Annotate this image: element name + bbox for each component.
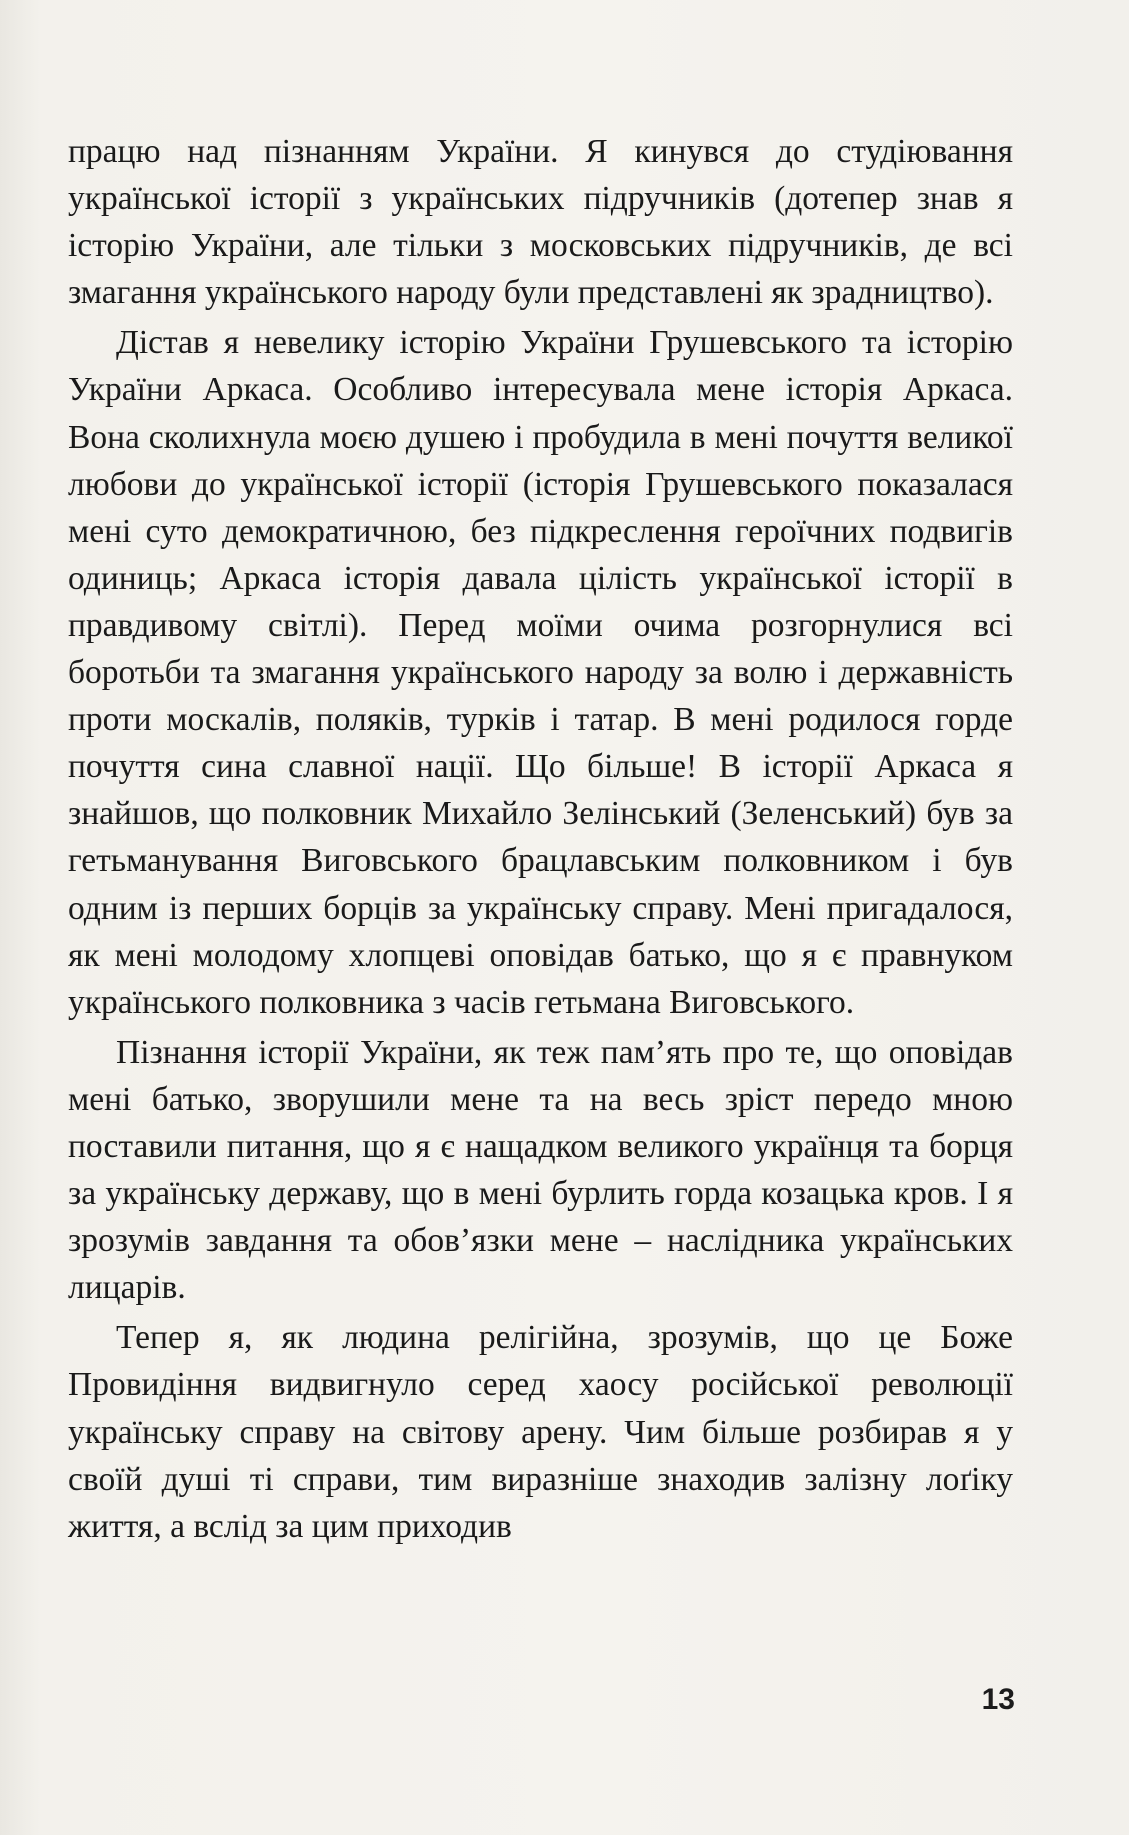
paragraph-2: Дістав я невелику історію України Грушевського та історію України Аркаса. Особливо інтересувала мене історія Аркаса. Вона сколихнула моєю душею і пробудила в мені почуття великої любови до української історії (історія Грушевського показалася мені суто демократичною, без підкреслення героїчних подвигів одиниць; Аркаса історія давала цілість української історії в правдивому світлі). Перед моїми очима розгорнулися всі боротьби та змагання українського народу за волю і державність проти москалів, поляків, турків і татар. В мені родилося горде почуття сина славної нації. Що більше! В історії Аркаса я знайшов, що полковник Михайло Зелінський (Зеленський) був за гетьманування Виговського брацлавським полковником і був одним із перших борців за українську справу. Мені пригадалося, як мені молодому хлопцеві оповідав батько, що я є правнуком українського полковника з часів гетьмана Виговського. bbox=[68, 324, 1013, 1021]
paragraph-3: Пізнання історії України, як теж пам’ять про те, що оповідав мені батько, зворушили мене та на весь зріст передо мною поставили питання, що я є нащадком великого українця та борця за українську державу, що в мені бурлить горда козацька кров. І я зрозумів завдання та обов’язки мене – наслідника українських лицарів. bbox=[68, 1033, 1013, 1307]
body-text bbox=[68, 128, 1013, 1550]
paragraph-4: Тепер я, як людина релігійна, зрозумів, що це Боже Провидіння видвигнуло серед хаосу російської революції українську справу на світову арену. Чим більше розбирав я у своїй душі ті справи, тим виразніше знаходив залізну лоґіку життя, а вслід за цим приходив bbox=[68, 1319, 1013, 1545]
paragraph-1: працю над пізнанням України. Я кинувся до студіювання української історії з українських підручників (дотепер знав я історію України, але тільки з московських підручників, де всі змагання українського народу були представлені як зрадництво). bbox=[68, 133, 1013, 312]
page-number: 13 bbox=[981, 1683, 1015, 1716]
